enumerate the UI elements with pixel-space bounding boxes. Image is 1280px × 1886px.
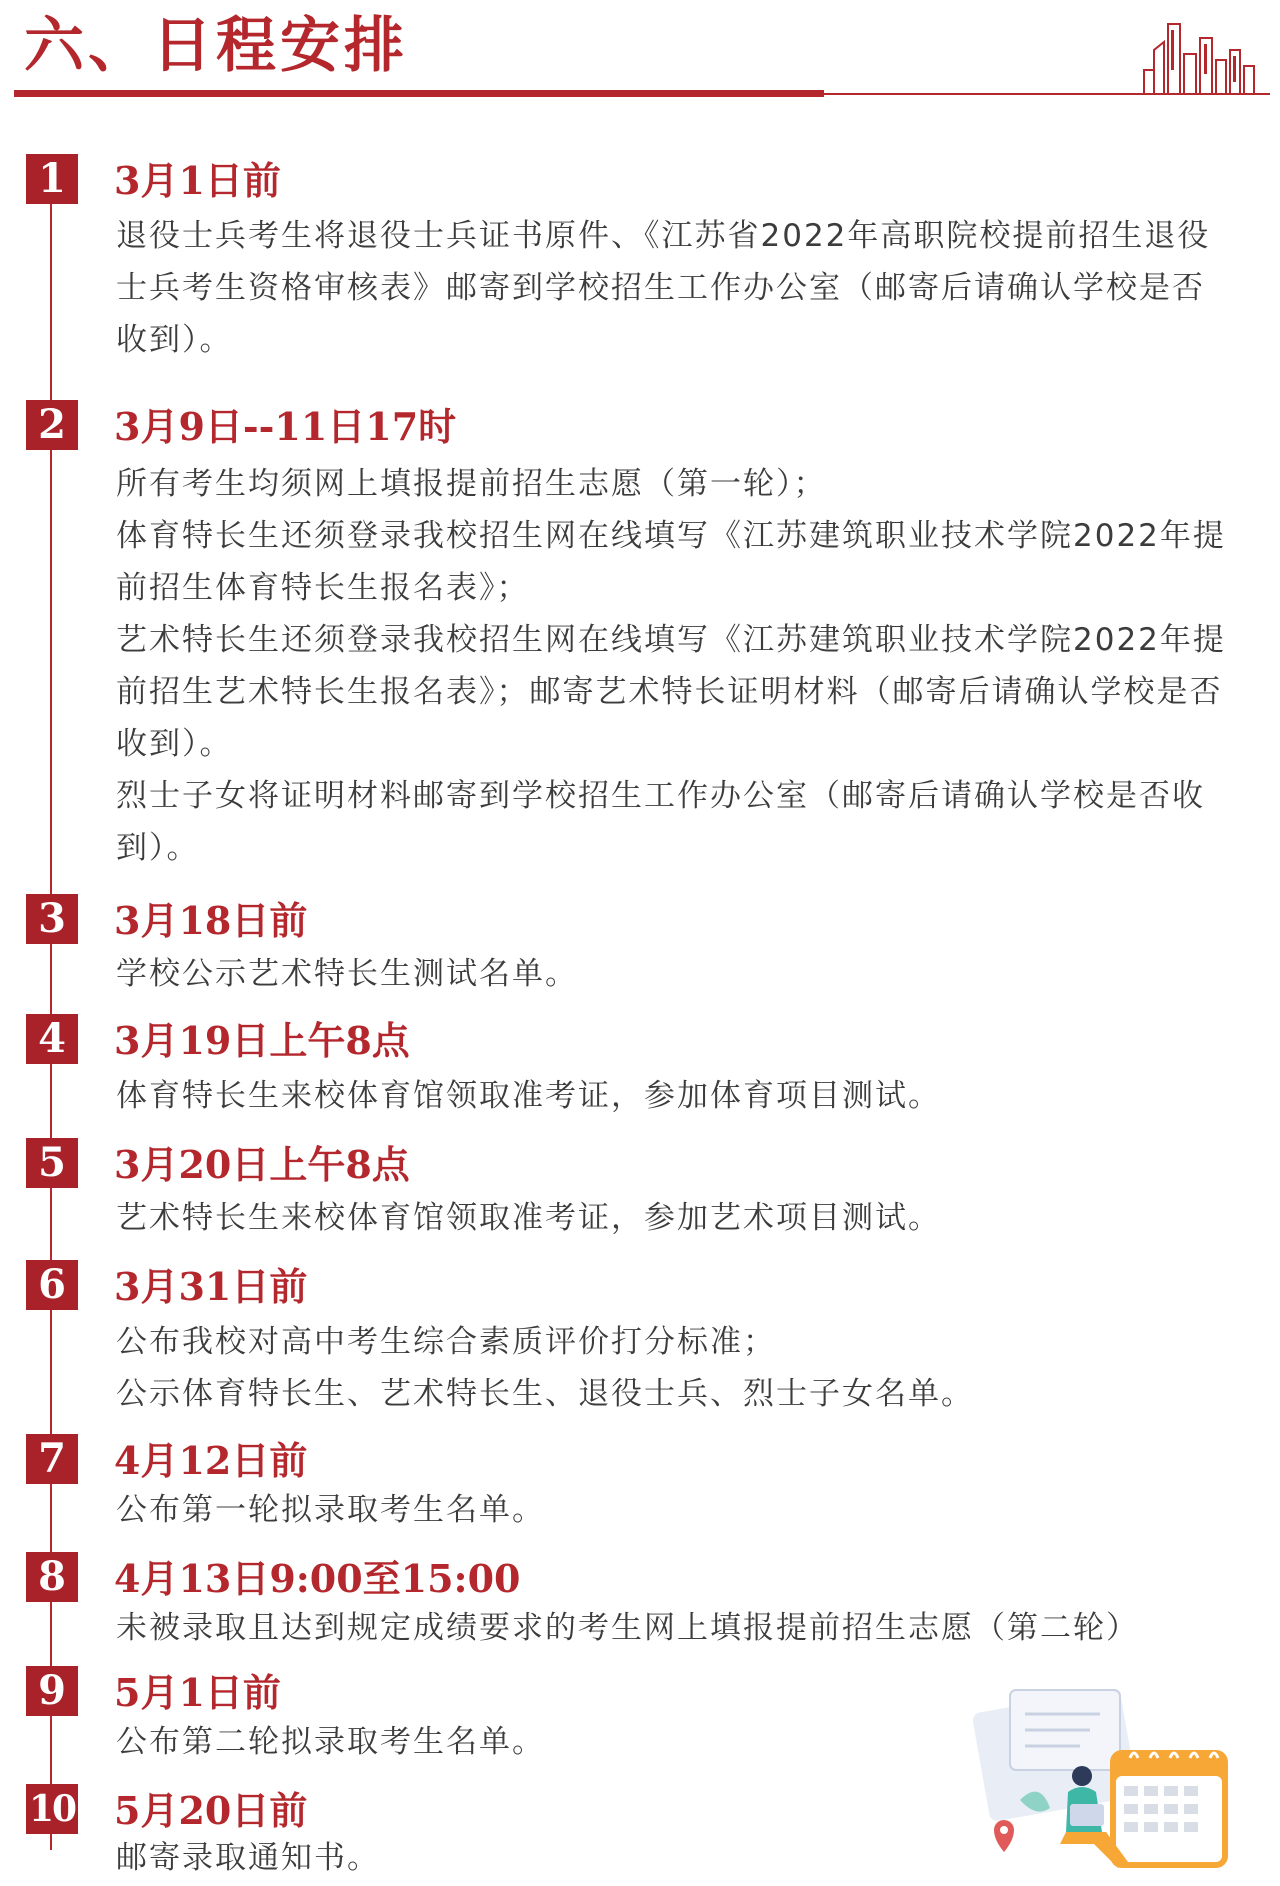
city-skyline-icon [1140, 20, 1276, 110]
step-line: 公布第一轮拟录取考生名单。 [116, 1492, 545, 1528]
step-date: 3月9日--11日17时 [114, 404, 457, 449]
step-description [116, 1192, 1226, 1244]
step-line: 体育特长生还须登录我校招生网在线填写《江苏建筑职业技术学院2022年提前招生体育特长生报名表》； [116, 518, 1226, 606]
step-date: 3月1日前 [114, 158, 281, 203]
step-number-badge: 9 [26, 1666, 78, 1716]
step-number-badge: 2 [26, 400, 78, 450]
step-description [116, 948, 1226, 1000]
step-number-badge: 1 [26, 154, 78, 204]
step-date: 4月12日前 [114, 1438, 308, 1483]
step-line: 学校公示艺术特长生测试名单。 [116, 956, 578, 992]
step-description [116, 1602, 1226, 1654]
step-line: 公示体育特长生、艺术特长生、退役士兵、烈士子女名单。 [116, 1376, 974, 1412]
step-number-badge: 7 [26, 1434, 78, 1484]
step-description [116, 1070, 1226, 1122]
step-line: 公布第二轮拟录取考生名单。 [116, 1724, 545, 1760]
step-description [116, 458, 1226, 874]
step-line: 未被录取且达到规定成绩要求的考生网上填报提前招生志愿（第二轮） [116, 1610, 1139, 1646]
step-number-badge: 5 [26, 1138, 78, 1188]
step-description [116, 1316, 1226, 1420]
step-number-badge: 4 [26, 1014, 78, 1064]
step-number-badge: 10 [26, 1784, 78, 1834]
step-line: 艺术特长生还须登录我校招生网在线填写《江苏建筑职业技术学院2022年提前招生艺术特长生报名表》；邮寄艺术特长证明材料（邮寄后请确认学校是否收到）。 [116, 622, 1226, 762]
step-date: 5月20日前 [114, 1788, 308, 1833]
step-line: 邮寄录取通知书。 [116, 1840, 380, 1876]
step-date: 3月31日前 [114, 1264, 308, 1309]
step-line: 体育特长生来校体育馆领取准考证，参加体育项目测试。 [116, 1078, 941, 1114]
step-date: 3月19日上午8点 [114, 1018, 410, 1063]
step-date: 5月1日前 [114, 1670, 281, 1715]
step-description [116, 1484, 1226, 1536]
step-date: 3月18日前 [114, 898, 308, 943]
step-line: 公布我校对高中考生综合素质评价打分标准； [116, 1324, 776, 1360]
step-number-badge: 3 [26, 894, 78, 944]
step-line: 所有考生均须网上填报提前招生志愿（第一轮）； [116, 466, 827, 502]
step-number-badge: 8 [26, 1552, 78, 1602]
page-title: 六、日程安排 [24, 11, 408, 81]
title-underline [14, 90, 824, 97]
step-line: 艺术特长生来校体育馆领取准考证，参加艺术项目测试。 [116, 1200, 941, 1236]
calendar-illustration [970, 1680, 1240, 1880]
step-number-badge: 6 [26, 1260, 78, 1310]
step-date: 4月13日9:00至15:00 [114, 1556, 521, 1601]
step-description [116, 210, 1226, 366]
step-line: 烈士子女将证明材料邮寄到学校招生工作办公室（邮寄后请确认学校是否收到）。 [116, 778, 1205, 866]
step-line: 退役士兵考生将退役士兵证书原件、《江苏省2022年高职院校提前招生退役士兵考生资格审核表》邮寄到学校招生工作办公室（邮寄后请确认学校是否收到）。 [116, 218, 1211, 358]
step-date: 3月20日上午8点 [114, 1142, 410, 1187]
